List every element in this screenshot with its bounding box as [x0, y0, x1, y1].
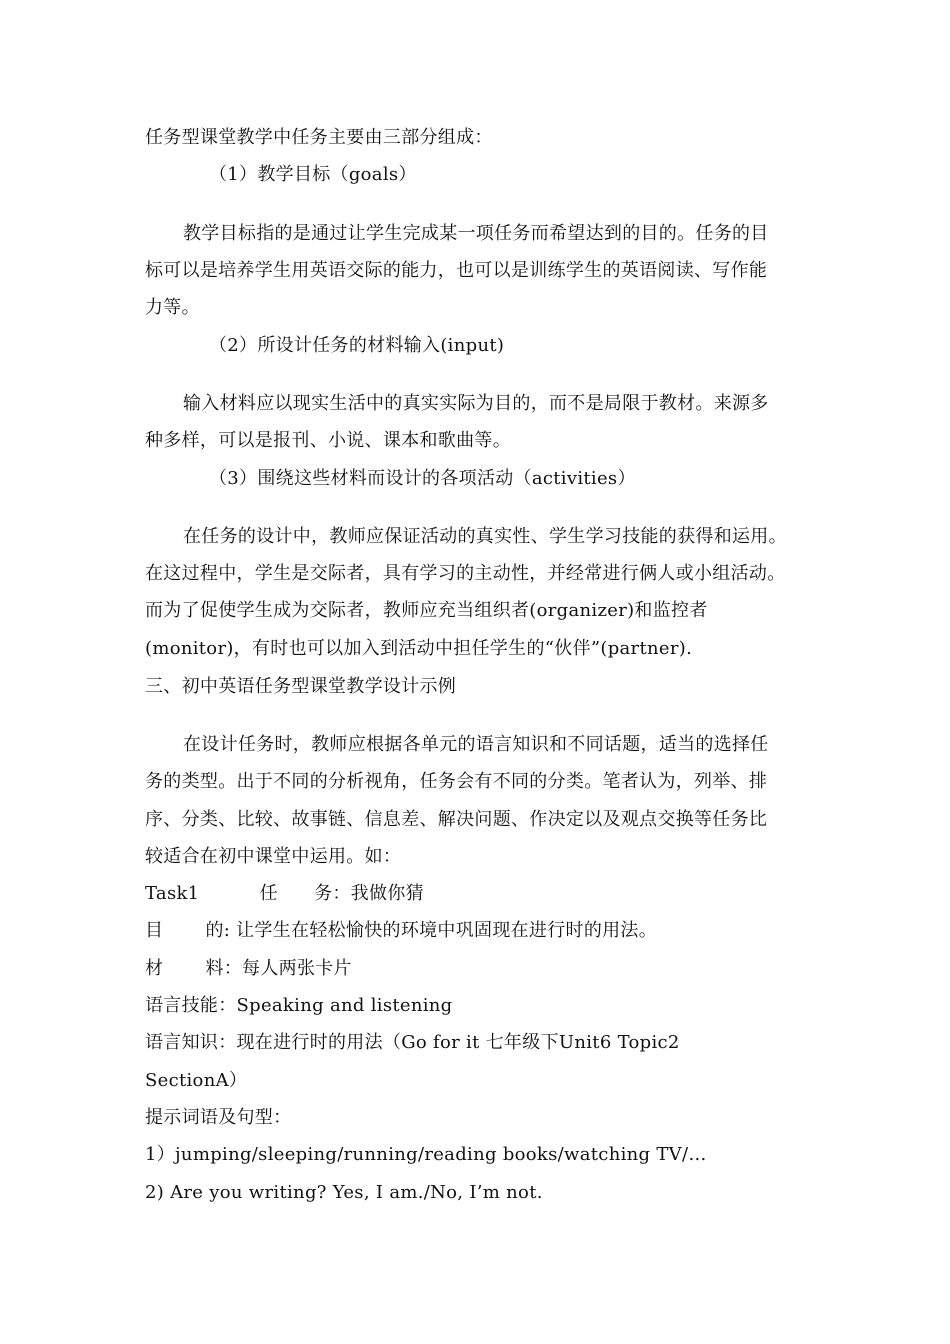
- item1-paragraph-line: 标可以是培养学生用英语交际的能力，也可以是训练学生的英语阅读、写作能: [145, 260, 768, 281]
- section3-paragraph-line: 务的类型。出于不同的分析视角，任务会有不同的分类。笔者认为，列举、排: [145, 771, 768, 792]
- section3-paragraph-line: 序、分类、比较、故事链、信息差、解决问题、作决定以及观点交换等任务比: [145, 809, 768, 830]
- task-prompts-label: 提示词语及句型：: [145, 1107, 292, 1128]
- item2-paragraph-line: 输入材料应以现实生活中的真实实际为目的，而不是局限于教材。来源多: [183, 393, 769, 414]
- item1-paragraph-line: 教学目标指的是通过让学生完成某一项任务而希望达到的目的。任务的目: [183, 223, 769, 244]
- section3-heading: 三、初中英语任务型课堂教学设计示例: [145, 676, 457, 697]
- task-prompt-2: 2) Are you writing? Yes, I am./No, I’m not.: [145, 1182, 543, 1203]
- item1-heading: （1）教学目标（goals）: [209, 164, 417, 185]
- item1-paragraph-line: 力等。: [145, 297, 200, 318]
- item2-heading: （2）所设计任务的材料输入(input): [209, 335, 505, 356]
- item3-paragraph-line: (monitor)，有时也可以加入到活动中担任学生的“伙伴”(partner).: [145, 638, 693, 659]
- task-skill: 语言技能：Speaking and listening: [145, 995, 453, 1016]
- task-knowledge: 语言知识：现在进行时的用法（Go for it 七年级下Unit6 Topic2: [145, 1032, 680, 1053]
- item3-paragraph-line: 在任务的设计中，教师应保证活动的真实性、学生学习技能的获得和运用。: [183, 526, 787, 547]
- task-knowledge-continued: SectionA）: [145, 1070, 248, 1091]
- section3-paragraph-line: 较适合在初中课堂中运用。如：: [145, 846, 402, 867]
- item3-paragraph-line: 在这过程中，学生是交际者，具有学习的主动性，并经常进行俩人或小组活动。: [145, 563, 786, 584]
- item3-heading: （3）围绕这些材料而设计的各项活动（activities）: [209, 468, 636, 489]
- section-intro: 任务型课堂教学中任务主要由三部分组成：: [145, 127, 493, 148]
- section3-paragraph-line: 在设计任务时，教师应根据各单元的语言知识和不同话题，适当的选择任: [183, 734, 769, 755]
- task-material: 材 料：每人两张卡片: [145, 958, 352, 979]
- task-title: Task1 任 务：我做你猜: [145, 883, 424, 904]
- task-prompt-1: 1）jumping/sleeping/running/reading books/watching TV/…: [145, 1144, 707, 1165]
- task-goal: 目 的: 让学生在轻松愉快的环境中巩固现在进行时的用法。: [145, 920, 658, 941]
- item2-paragraph-line: 种多样，可以是报刊、小说、课本和歌曲等。: [145, 430, 511, 451]
- item3-paragraph-line: 而为了促使学生成为交际者，教师应充当组织者(organizer)和监控者: [145, 600, 708, 621]
